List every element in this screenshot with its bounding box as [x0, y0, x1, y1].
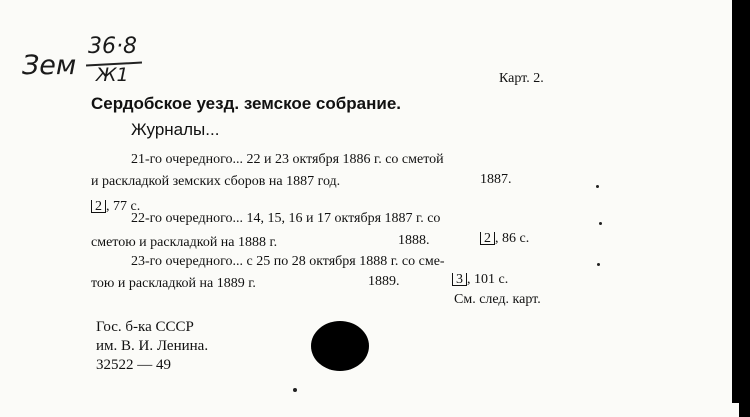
stray-dot: [596, 185, 599, 188]
library-line-1: Гос. б-ка СССР: [96, 319, 194, 335]
entry-2-parts-bracket: 2: [480, 232, 495, 245]
stray-dot: [293, 388, 297, 392]
entry-2-parts: [480, 231, 529, 247]
entry-3-parts-bracket: 3: [452, 273, 467, 286]
title-heading: Журналы...: [131, 120, 220, 139]
entry-3-parts: [452, 272, 508, 288]
scan-border: [732, 0, 750, 417]
punch-hole: [311, 321, 369, 371]
library-line-2: им. В. И. Ленина.: [96, 338, 209, 354]
entry-1-parts-bracket: 2: [91, 200, 106, 213]
author-heading: Сердобское уезд. земское собрание.: [91, 94, 402, 113]
entry-1-year: 1887.: [480, 172, 512, 187]
entry-2-year: 1888.: [398, 233, 430, 248]
entry-3-line-1: 23-го очередного... с 25 по 28 октября 1888 г. со сме-: [131, 254, 445, 269]
library-line-3: 32522 — 49: [96, 357, 171, 373]
stray-dot: [597, 263, 600, 266]
entry-3-pages: , 101 с.: [467, 272, 509, 287]
card-edge-notch: [723, 403, 739, 417]
handwritten-shelfmark-top: 36·8: [88, 34, 137, 59]
continued-note: См. след. карт.: [454, 292, 541, 307]
stray-dot: [599, 222, 602, 225]
entry-1-line-1: 21-го очередного... 22 и 23 октября 1886 г. со сметой: [131, 152, 444, 167]
card-number: Карт. 2.: [499, 71, 544, 86]
entry-2-line-2: сметою и раскладкой на 1888 г.: [91, 235, 278, 250]
entry-2-pages: , 86 с.: [495, 231, 530, 246]
entry-1-pages: , 77 с.: [106, 199, 141, 214]
entry-2-line-1: 22-го очередного... 14, 15, 16 и 17 октября 1887 г. со: [131, 211, 441, 226]
handwritten-shelfmark-bottom: Ж1: [96, 64, 129, 86]
entry-1-line-2: и раскладкой земских сборов на 1887 год.: [91, 174, 341, 189]
entry-3-year: 1889.: [368, 274, 400, 289]
handwritten-section-code: Зем: [22, 50, 77, 81]
entry-3-line-2: тою и раскладкой на 1889 г.: [91, 276, 256, 291]
